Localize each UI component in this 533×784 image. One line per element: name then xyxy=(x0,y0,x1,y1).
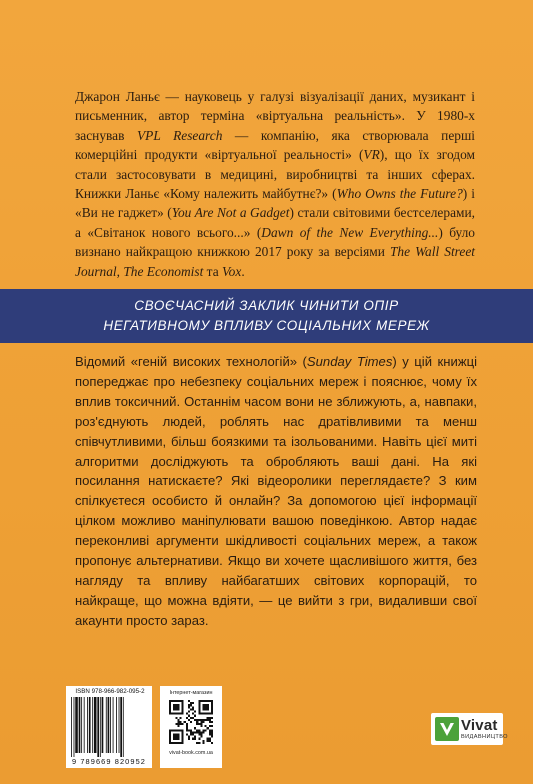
tagline-line-1: СВОЄЧАСНИЙ ЗАКЛИК ЧИНИТИ ОПІР xyxy=(134,298,399,313)
bio-text: ) і «Ви не гаджет» ( xyxy=(75,186,476,221)
publisher-subtitle: ВИДАВНИЦТВО xyxy=(461,734,508,740)
book-description xyxy=(75,352,477,631)
isbn-label: ISBN 978-966-982-095-2 xyxy=(75,688,145,695)
tagline-line-2: НЕГАТИВНОМУ ВПЛИВУ СОЦІАЛЬНИХ МЕРЕЖ xyxy=(103,318,430,333)
author-bio xyxy=(75,87,475,281)
description-source: Sunday Times xyxy=(306,354,393,369)
bio-publication: The Wall Street Journal xyxy=(75,244,475,279)
description-text: Відомий «геній високих технологій» ( xyxy=(75,354,307,369)
qr-top-label: Інтернет-магазин xyxy=(169,690,213,696)
tagline-banner xyxy=(0,289,533,343)
bio-text: , xyxy=(116,263,124,279)
bio-text: ) стали світовими бестселерами, а «Світанок нового всього...» ( xyxy=(75,205,476,240)
bio-publication: The Economist xyxy=(123,263,204,279)
bio-text: Джарон Ланьє — науковець у галузі візуалізації даних, музикант і письменник, автор терміна «віртуальна реальність». У 1980-х заснував xyxy=(75,89,475,143)
qr-code-icon xyxy=(169,700,213,744)
bio-book-title: Who Owns the Future? xyxy=(336,186,463,202)
vivat-leaf-icon xyxy=(435,717,459,741)
bio-vr: VR xyxy=(363,147,380,163)
description-text: ) у цій книжці попереджає про небезпеку соціальних мереж і пояснює, чому їх вплив токсичний. Останнім часом вони не зближують, а, навпаки, роз'єднують людей, роблять нас дратівливими та менш співчутливими, більш боязкими та ізольованими. Навіть цієї миті алгоритми досліджують та обробляють ваші дані. На які посилання натискаєте? Які відеоролики переглядаєте? З ким спілкуєтеся особисто й онлайн? За допомогою цієї інформації цілком можливо маніпулювати вашою поведінкою. Автор надає переконливі аргументи шкідливості соціальних мереж, а також пропонує альтернативи. Якщо ви хочете щасливішого життя, без нагляду та впливу найбагатших світових корпорацій, то найкраще, що можна вдіяти, — це вийти з гри, видаливши свої акаунти просто зараз. xyxy=(75,354,477,628)
publisher-logo xyxy=(431,713,508,755)
bio-book-title: You Are Not a Gadget xyxy=(171,205,290,221)
barcode-icon xyxy=(70,697,148,757)
bio-text: . xyxy=(241,263,245,279)
publisher-badge xyxy=(431,713,508,745)
publisher-name: Vivat xyxy=(461,717,498,734)
bio-text: та xyxy=(203,263,222,279)
qr-bottom-label: vivat-book.com.ua xyxy=(169,750,213,756)
bio-text: ) було визнано найкращою книжкою 2017 року за версіями xyxy=(75,224,476,260)
bio-publication: Vox xyxy=(221,263,242,279)
bio-text: — компанію, яка створювала перші комерційні продукти «віртуальної реальності» ( xyxy=(75,127,475,163)
bio-company: VPL Research xyxy=(136,127,223,143)
bio-text: ), що їх згодом стали застосовувати в медицині, виробництві та інших сферах. Книжки Ланьє «Кому належить майбутнє?» ( xyxy=(75,147,475,202)
bio-book-title: Dawn of the New Everything... xyxy=(261,224,439,240)
barcode-number: 9 789669 820952 xyxy=(71,757,147,766)
barcode-block xyxy=(66,686,152,768)
qr-block xyxy=(160,686,222,768)
